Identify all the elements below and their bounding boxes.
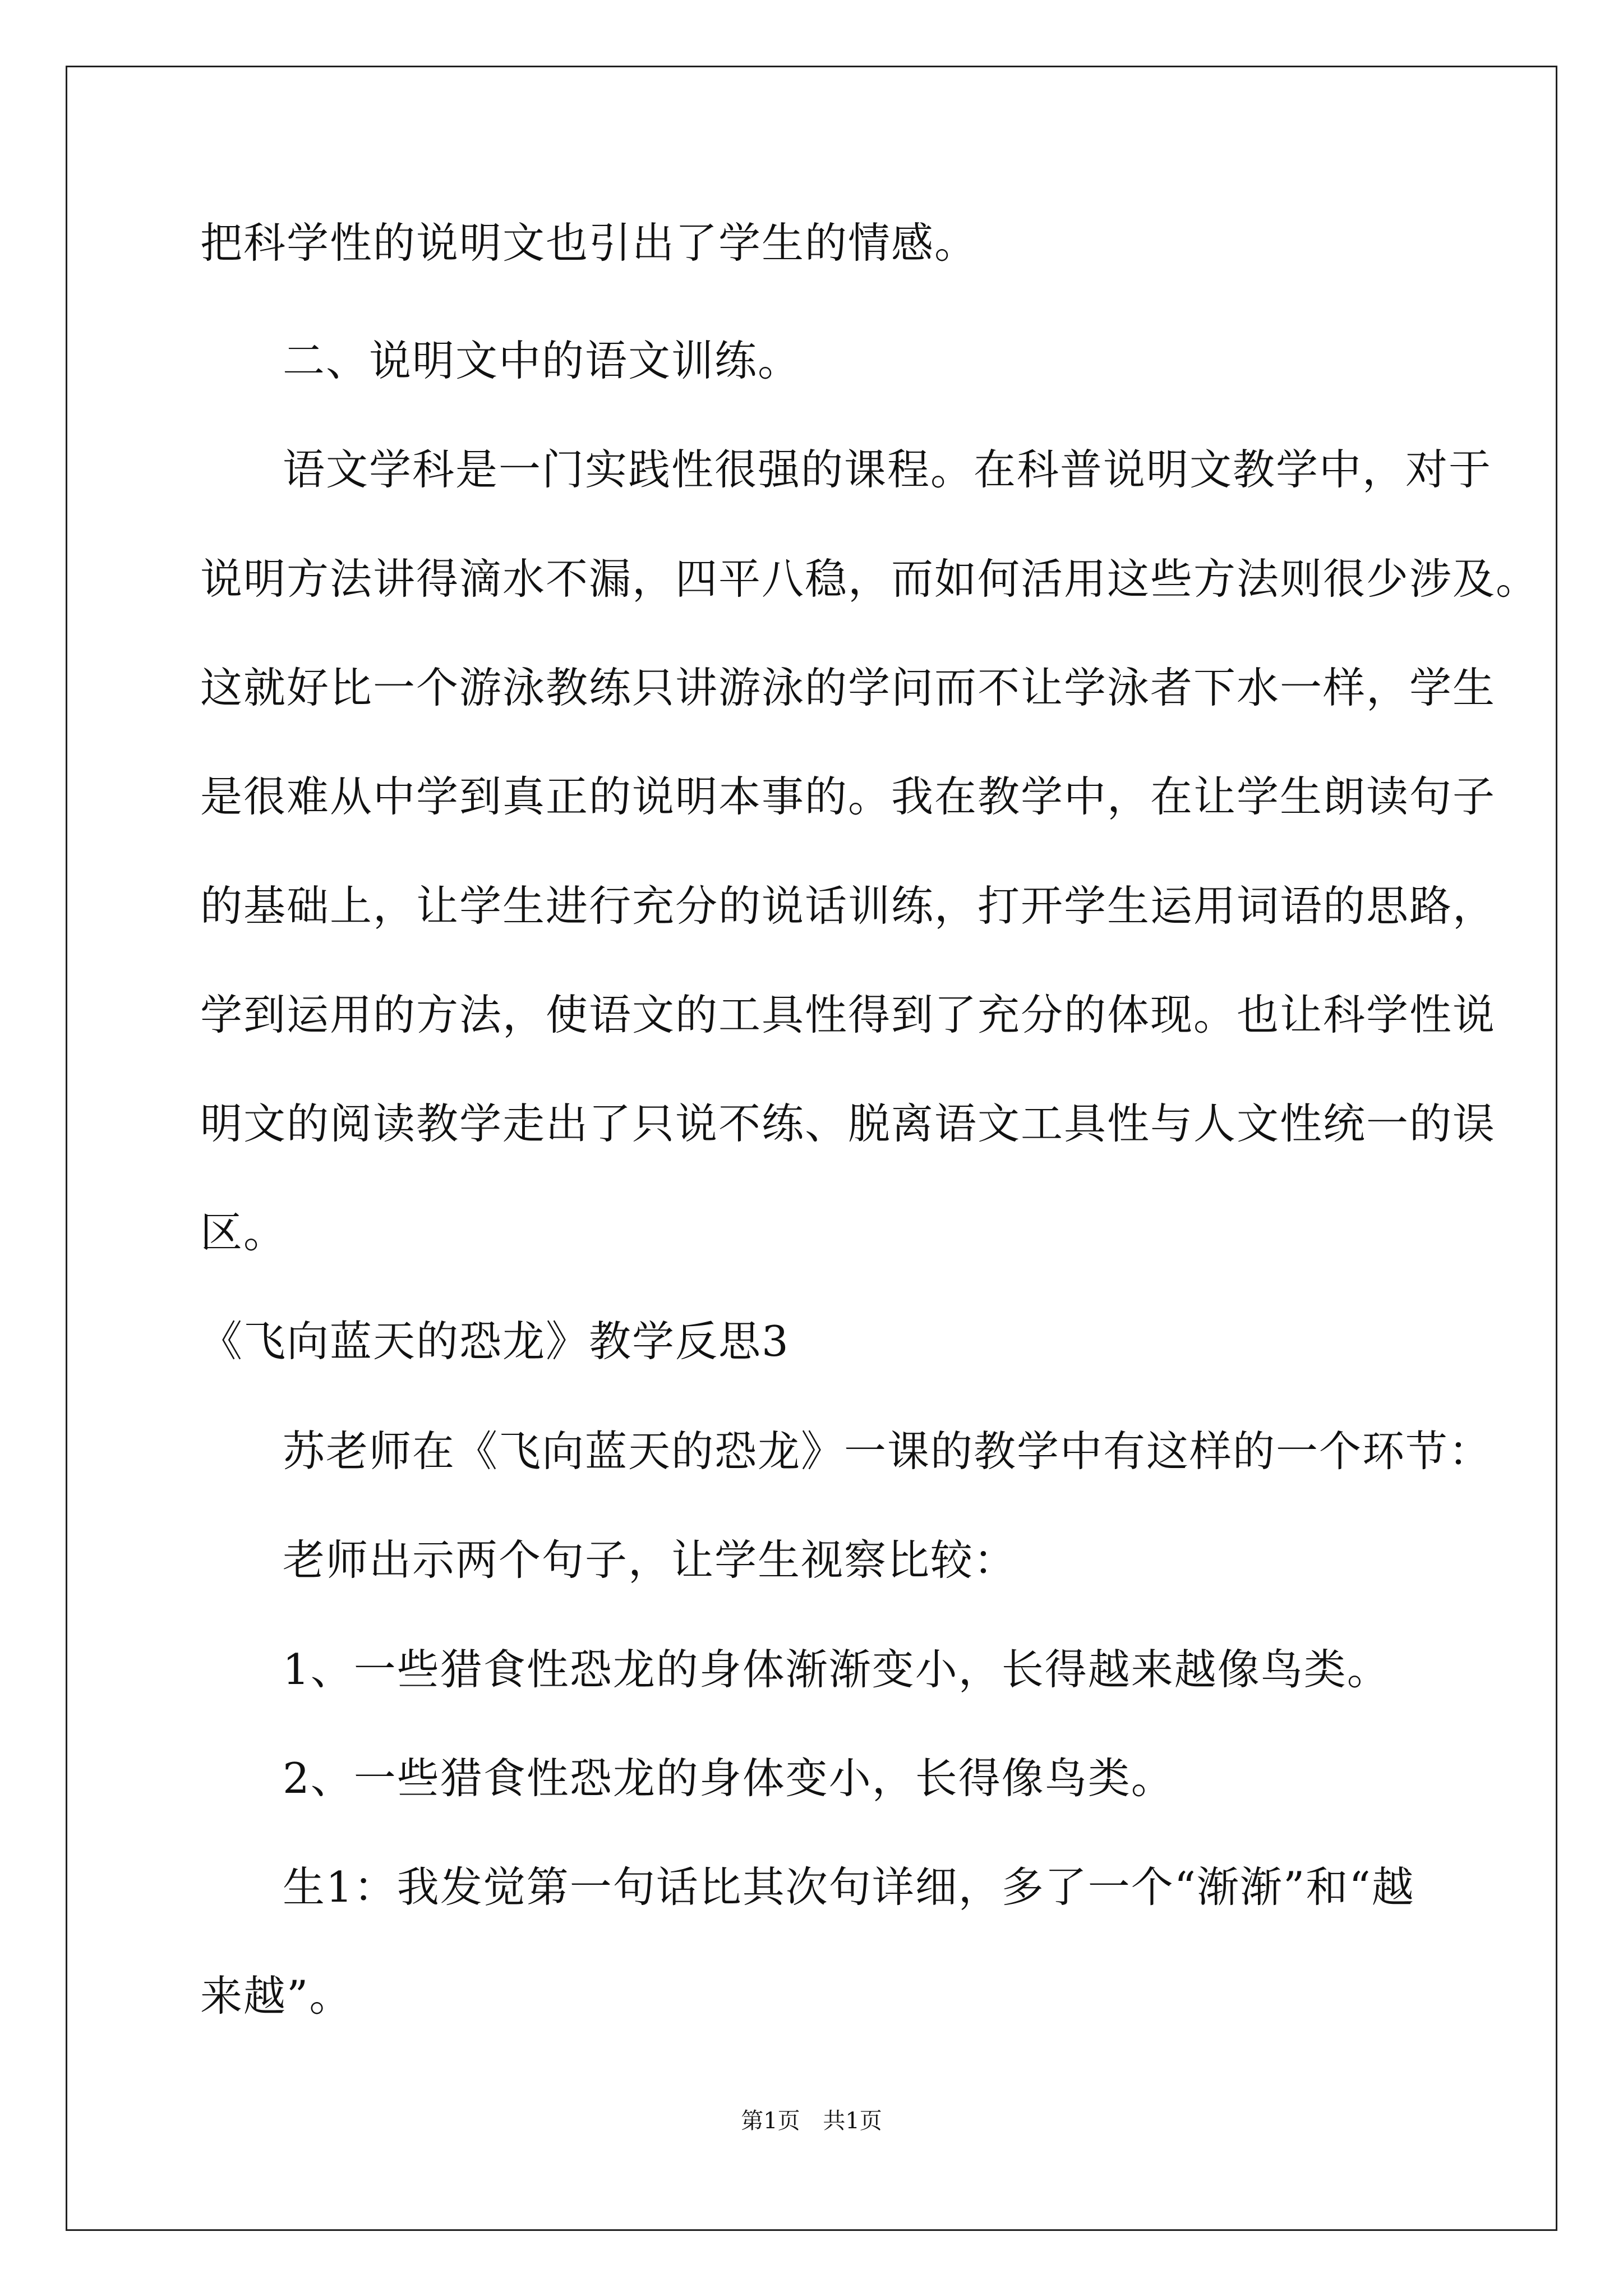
page-number: 第1页 [741,2108,800,2134]
text-line: 来越”。 [200,1971,353,2021]
text-line: 说明方法讲得滴水不漏，四平八稳，而如何活用这些方法则很少涉及。 [200,554,1539,604]
text-line: 区。 [200,1208,287,1257]
example-sentence: 2、一些猎食性恐龙的身体变小，长得像鸟类。 [283,1754,1174,1803]
section-heading: 二、说明文中的语文训练。 [283,336,801,385]
text-line: 苏老师在《飞向蓝天的恐龙》一课的教学中有这样的一个环节： [283,1427,1492,1476]
page-footer [0,2107,1623,2135]
text-line: 把科学性的说明文也引出了学生的情感。 [200,218,978,268]
text-line: 语文学科是一门实践性很强的课程。在科普说明文教学中，对于 [283,445,1492,494]
text-line: 这就好比一个游泳教练只讲游泳的学问而不让学泳者下水一样，学生 [200,663,1496,712]
text-line: 学到运用的方法，使语文的工具性得到了充分的体现。也让科学性说 [200,990,1496,1039]
text-line: 明文的阅读教学走出了只说不练、脱离语文工具性与人文性统一的误 [200,1099,1496,1148]
text-line: 老师出示两个句子，让学生视察比较： [283,1535,1017,1585]
text-line: 生1：我发觉第一句话比其次句详细，多了一个“渐渐”和“越 [283,1862,1415,1912]
page-total: 共1页 [823,2108,882,2134]
text-line: 是很难从中学到真正的说明本事的。我在教学中，在让学生朗读句子 [200,772,1496,821]
text-line: 的基础上，让学生进行充分的说话训练，打开学生运用词语的思路， [200,881,1496,931]
article-title: 《飞向蓝天的恐龙》教学反思3 [200,1317,790,1366]
example-sentence: 1、一些猎食性恐龙的身体渐渐变小，长得越来越像鸟类。 [283,1645,1390,1694]
